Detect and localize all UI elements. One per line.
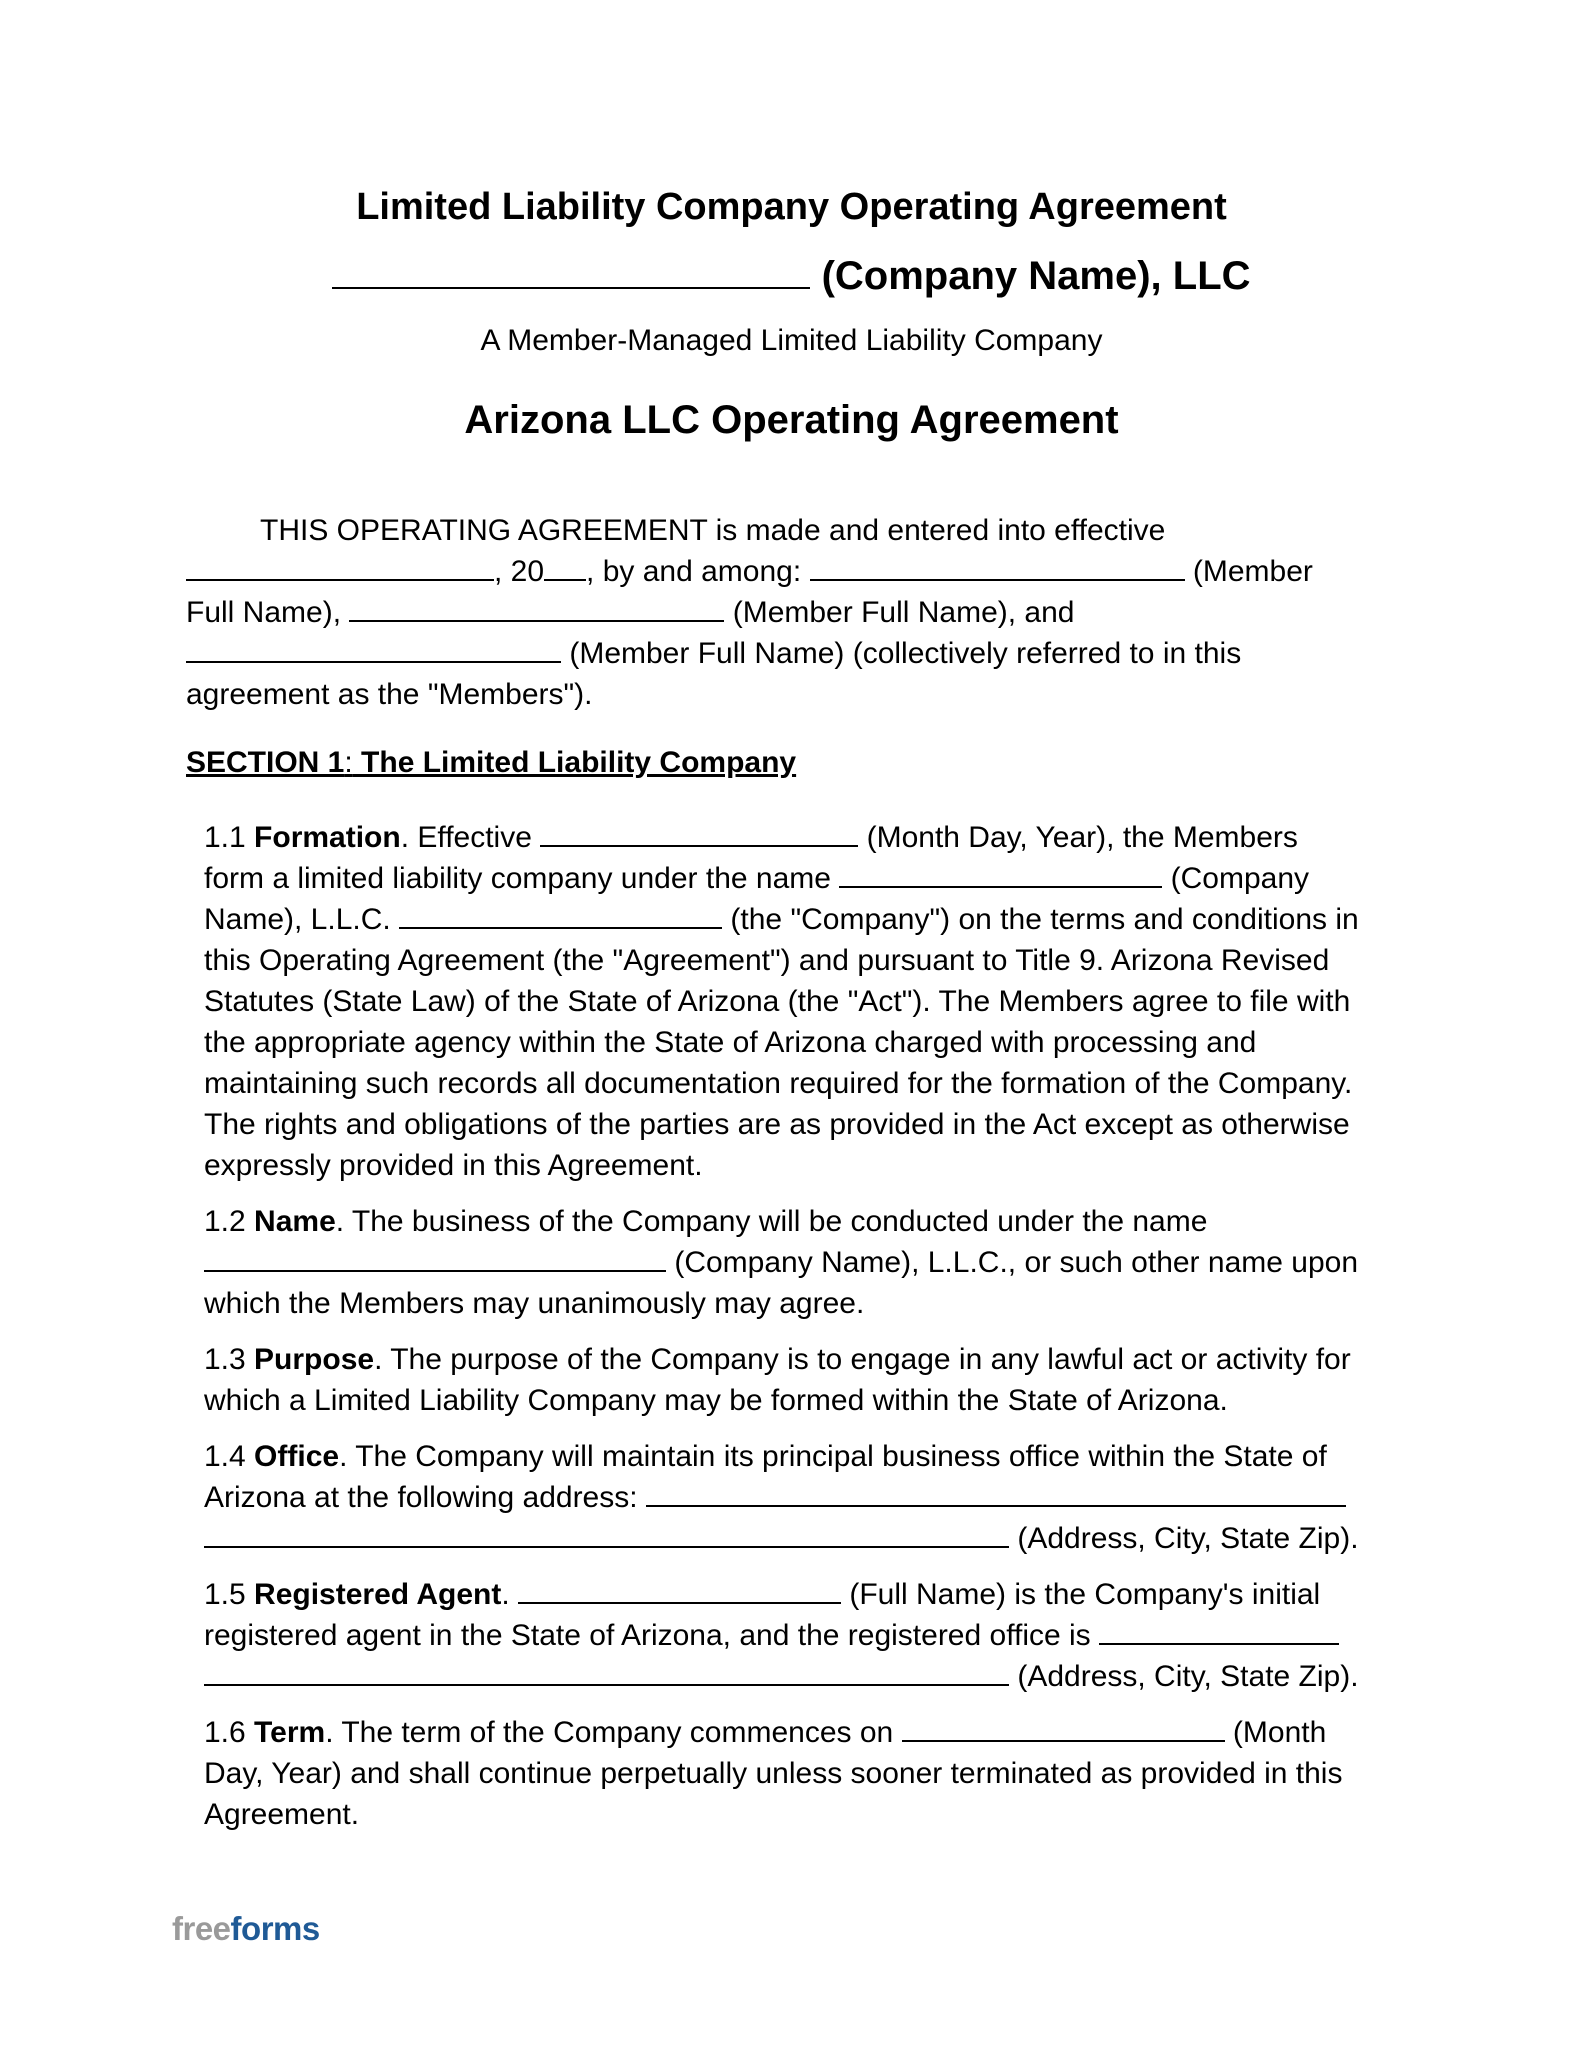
state-title: Arizona LLC Operating Agreement	[464, 398, 1119, 442]
clause-1-2-name: 1.2 Name. The business of the Company will be conducted under the name (Company Name), L.L.C., or such other name upon which the Members may unanimously may agree.	[204, 1205, 1359, 1320]
registered-office-blank-1[interactable]	[1099, 1620, 1339, 1645]
formation-date-blank[interactable]	[540, 822, 858, 847]
clause-1-3-purpose: 1.3 Purpose. The purpose of the Company is to engage in any lawful act or activity for which a Limited Liability Company may be formed within the State of Arizona.	[204, 1343, 1351, 1417]
intro-paragraph	[186, 510, 1401, 715]
company-name-line	[0, 254, 1583, 299]
clause-1-1-formation: 1.1 Formation. Effective (Month Day, Year), the Members form a limited liability company under the name (Company Name), L.L.C. (the "Company") on the terms and conditions in this Operating Agreement (the "Agreement") and pursuant to Title 9. Arizona Revised Statutes (State Law) of the State of Arizona (the "Act"). The Members agree to file with the appropriate agency within the State of Arizona charged with processing and maintaining such records all documentation required for the formation of the Company. The rights and obligations of the parties are as provided in the Act except as otherwise expressly provided in this Agreement.	[204, 821, 1359, 1182]
clause-heading: Name	[254, 1205, 336, 1238]
company-name-blank[interactable]	[332, 256, 810, 289]
document-title: Limited Liability Company Operating Agreement	[356, 186, 1227, 228]
term-date-blank[interactable]	[902, 1717, 1225, 1742]
member-name-blank-1[interactable]	[810, 556, 1185, 581]
intro-line: , 20 , by and among: (Member	[186, 551, 1401, 592]
member-name-blank-2[interactable]	[349, 597, 724, 622]
clause-1-4-office: 1.4 Office. The Company will maintain its principal business office within the State of Arizona at the following address: (Address, City, State Zip).	[204, 1440, 1359, 1555]
freeforms-logo: freeforms	[172, 1910, 320, 1947]
company-name-suffix: (Company Name), LLC	[821, 254, 1251, 298]
year-blank[interactable]	[544, 556, 586, 581]
clause-1-6-term: 1.6 Term. The term of the Company commences on (Month Day, Year) and shall continue perpetually unless sooner terminated as provided in this Agreement.	[204, 1716, 1343, 1831]
document-subtitle: A Member-Managed Limited Liability Company	[480, 324, 1103, 357]
effective-date-blank[interactable]	[186, 556, 494, 581]
agent-name-blank[interactable]	[518, 1579, 841, 1604]
clause-heading: Purpose	[254, 1343, 375, 1376]
clause-heading: Term	[254, 1716, 326, 1749]
clause-heading: Formation	[254, 821, 401, 854]
member-name-blank-3[interactable]	[186, 638, 561, 663]
section-1-heading: SECTION 1: The Limited Liability Company	[186, 746, 797, 779]
office-address-blank-2[interactable]	[204, 1523, 1009, 1548]
clause-1-5-registered-agent: 1.5 Registered Agent. (Full Name) is the Company's initial registered agent in the State of Arizona, and the registered office is (Address, City, State Zip).	[204, 1578, 1359, 1693]
clause-heading: Office	[254, 1440, 340, 1473]
intro-line: (Member Full Name) (collectively referred to in this	[186, 633, 1401, 674]
registered-office-blank-2[interactable]	[204, 1661, 1009, 1686]
business-name-blank[interactable]	[204, 1247, 666, 1272]
clause-heading: Registered Agent	[254, 1578, 502, 1611]
company-short-name-blank[interactable]	[399, 904, 722, 929]
intro-line: agreement as the "Members").	[186, 678, 593, 711]
formation-company-blank[interactable]	[839, 863, 1162, 888]
intro-line: Full Name), (Member Full Name), and	[186, 596, 1075, 629]
office-address-blank-1[interactable]	[646, 1482, 1346, 1507]
intro-line: THIS OPERATING AGREEMENT is made and entered into effective	[260, 514, 1166, 547]
